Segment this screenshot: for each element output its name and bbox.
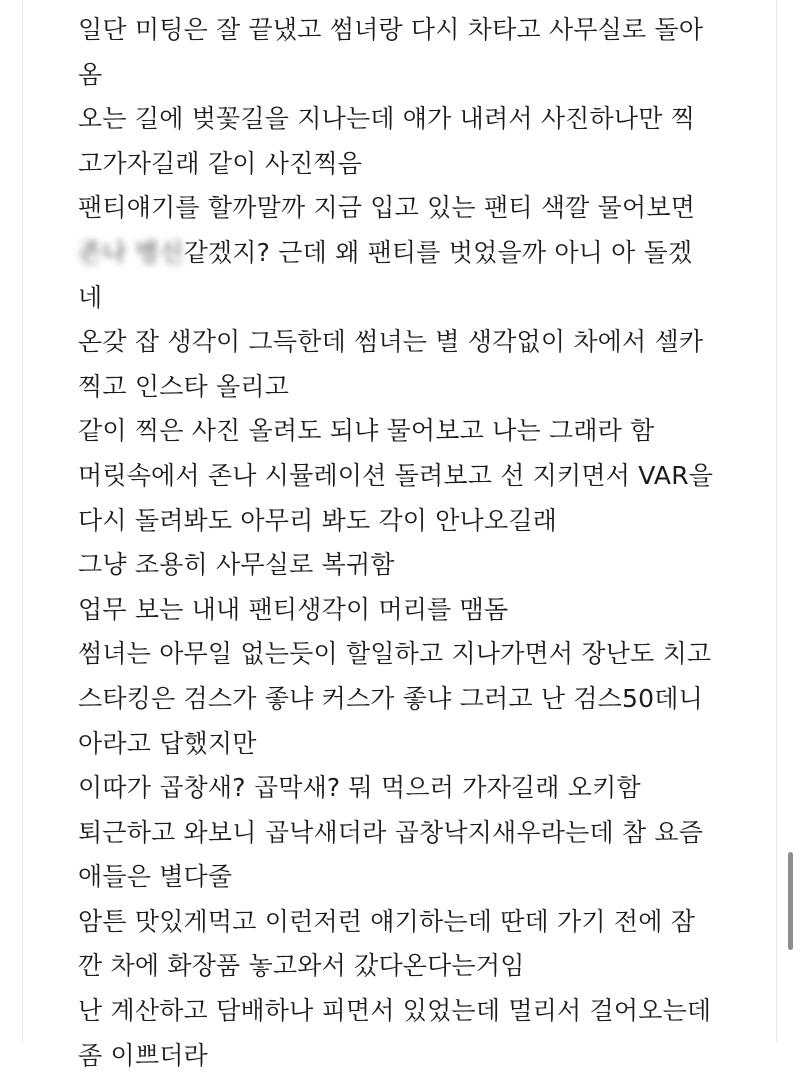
post-line: 오는 길에 벚꽃길을 지나는데 얘가 내려서 사진하나만 찍 xyxy=(78,104,696,134)
censored-word: 존나 병신 xyxy=(78,237,184,267)
post-line: 그냥 조용히 사무실로 복귀함 xyxy=(78,550,395,580)
post-line: 애들은 별다줄 xyxy=(78,862,233,892)
post-line: 머릿속에서 존나 시뮬레이션 돌려보고 선 지키면서 VAR을 xyxy=(78,460,714,490)
post-line: 업무 보는 내내 팬티생각이 머리를 맴돔 xyxy=(78,594,509,624)
post-line: 난 계산하고 담배하나 피면서 있었는데 멀리서 걸어오는데 xyxy=(78,996,712,1026)
right-divider xyxy=(776,0,777,1042)
left-divider xyxy=(22,0,23,1042)
scrollbar[interactable] xyxy=(786,0,796,1042)
post-line: 다시 돌려봐도 아무리 봐도 각이 안나오길래 xyxy=(78,505,558,535)
post-line: 찍고 인스타 올리고 xyxy=(78,371,290,401)
post-line-rest: 같겠지? 근데 왜 팬티를 벗었을까 아니 아 돌겠 xyxy=(183,237,693,267)
post-line: 암튼 맛있게먹고 이런저런 얘기하는데 딴데 가기 전에 잠 xyxy=(78,906,696,936)
post-line: 좀 이쁘더라 xyxy=(78,1040,208,1070)
post-line: 퇴근하고 와보니 곱낙새더라 곱창낙지새우라는데 참 요즘 xyxy=(78,817,704,847)
post-line: 같이 찍은 사진 올려도 되냐 물어보고 나는 그래라 함 xyxy=(78,416,655,446)
post-line: 팬티얘기를 할까말까 지금 입고 있는 팬티 색깔 물어보면 xyxy=(78,193,696,223)
post-line: 고가자길래 같이 사진찍음 xyxy=(78,148,363,178)
post-line: 네 xyxy=(78,282,103,312)
post-line: 온갖 잡 생각이 그득한데 썸녀는 별 생각없이 차에서 셀카 xyxy=(78,327,704,357)
post-line: 스타킹은 검스가 좋냐 커스가 좋냐 그러고 난 검스50데니 xyxy=(78,683,703,713)
post-line-censored xyxy=(78,231,758,276)
post-line: 깐 차에 화장품 놓고와서 갔다온다는거임 xyxy=(78,951,525,981)
post-line: 썸녀는 아무일 없는듯이 할일하고 지나가면서 장난도 치고 xyxy=(78,639,712,669)
post-line: 옴 xyxy=(78,59,103,89)
post-line: 이따가 곱창새? 곱막새? 뭐 먹으러 가자길래 오키함 xyxy=(78,773,641,803)
post-line: 아라고 답했지만 xyxy=(78,728,257,758)
post-body xyxy=(78,8,758,1078)
post-line: 일단 미팅은 잘 끝냈고 썸녀랑 다시 차타고 사무실로 돌아 xyxy=(78,15,704,44)
scrollbar-thumb[interactable] xyxy=(788,852,793,950)
